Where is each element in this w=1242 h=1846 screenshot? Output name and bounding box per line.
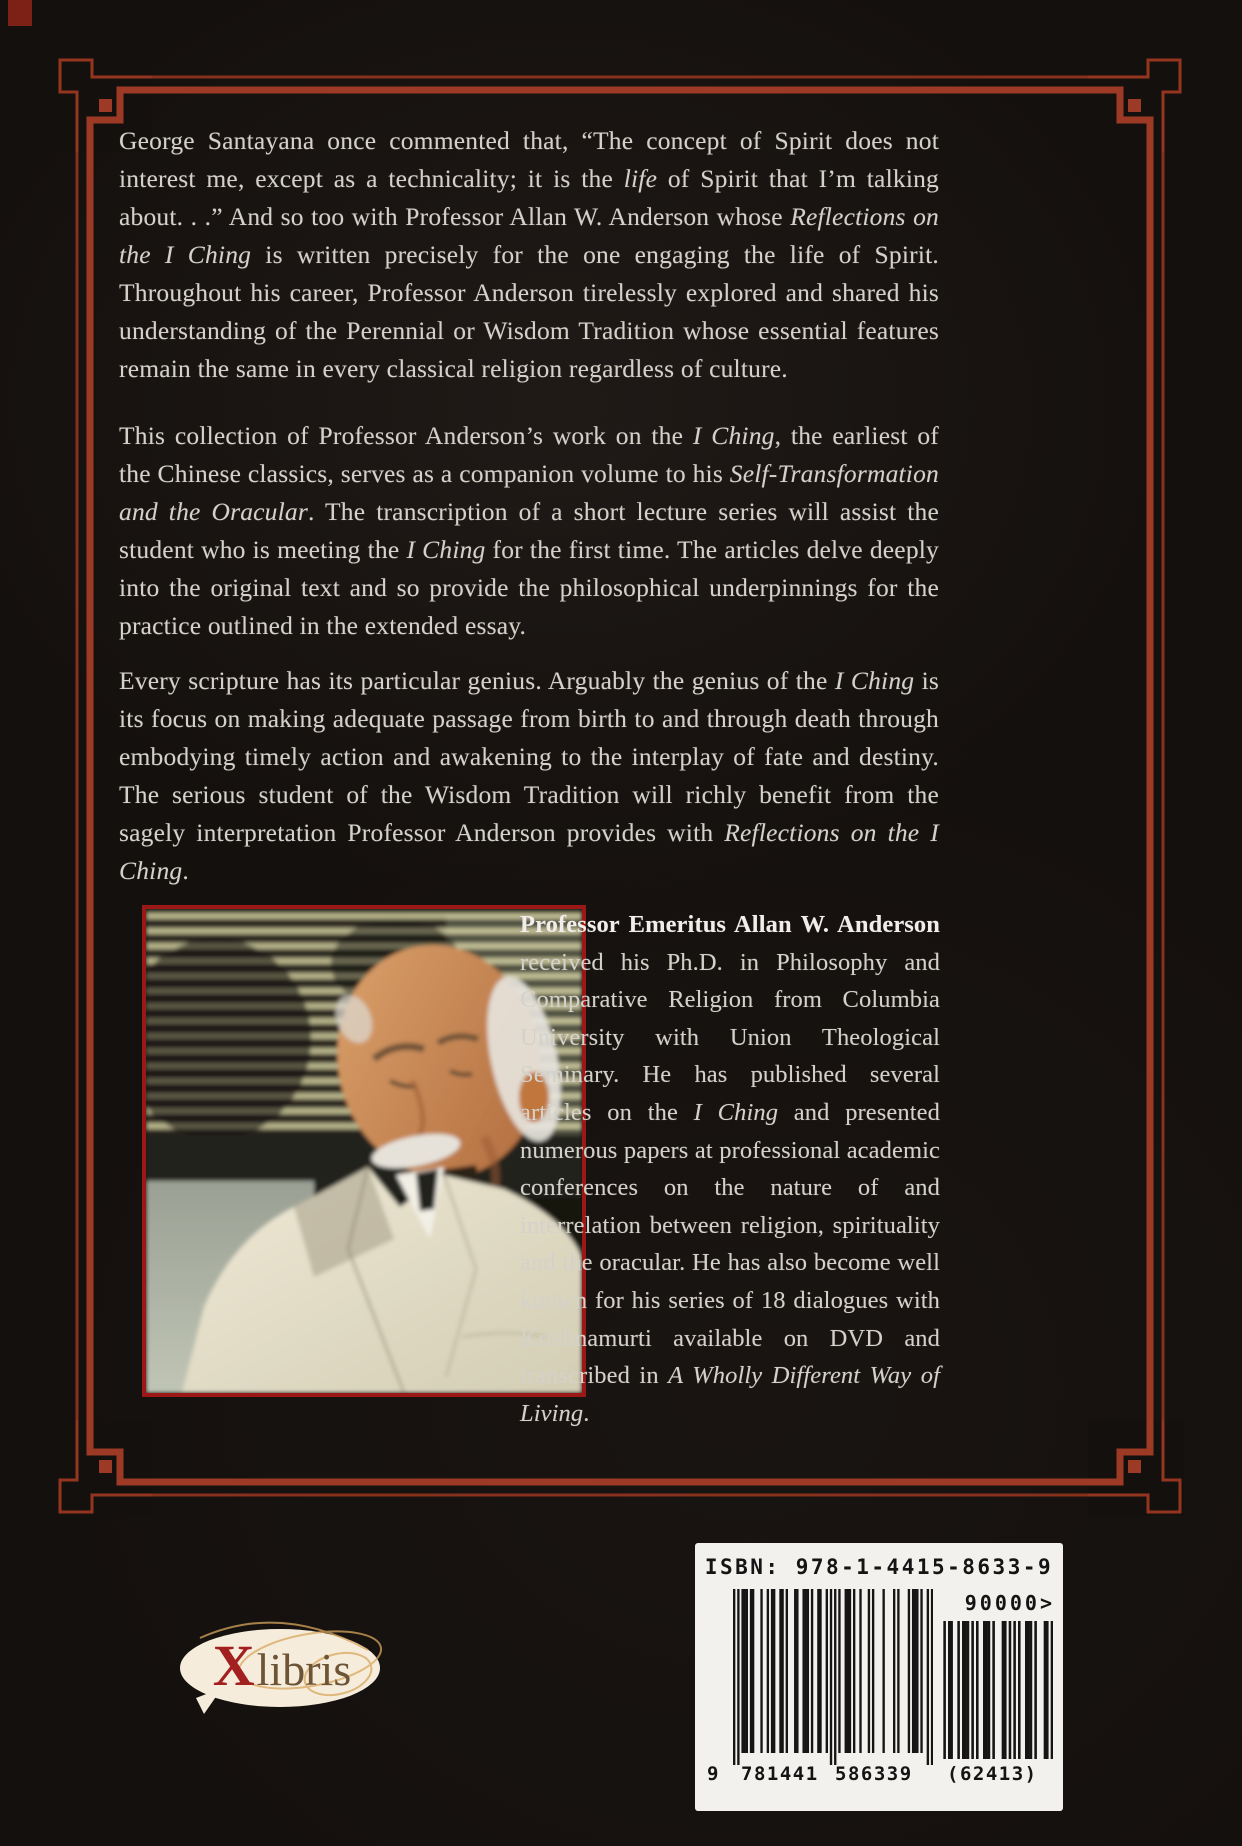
- xlibris-logo-graphic: [160, 1618, 400, 1728]
- blurb-paragraph-2: This collection of Professor Anderson’s work on the I Ching, the earliest of the Chinese classics, serves as a companion volume to his Self-Transformation and the Oracular. The transcription of a short lecture series will assist the student who is meeting the I Ching for the first time. The articles delve deeply into the original text and so provide the philosophical underpinnings for the practice outlined in the extended essay.: [119, 421, 940, 640]
- author-portrait-illustration: [146, 909, 582, 1393]
- barcode-digit-group: 586339: [835, 1763, 913, 1785]
- ean5-addon-barcode: [941, 1621, 1053, 1759]
- publisher-name-initial: X: [212, 1633, 255, 1698]
- blurb-paragraph-3: Every scripture has its particular genius. Arguably the genius of the I Ching is its focus on making adequate passage from birth to and through death through embodying timely action and awakening to the interplay of fate and destiny. The serious student of the Wisdom Tradition will richly benefit from the sagely interpretation Professor Anderson provides with Reflections on the I Ching.: [119, 666, 939, 885]
- price-code-label: 90000>: [964, 1591, 1055, 1615]
- barcode-digit-group: 9: [707, 1763, 720, 1785]
- barcode-digit-group: 781441: [741, 1763, 819, 1785]
- publisher-logo: [160, 1618, 400, 1728]
- author-bio: Professor Emeritus Allan W. Anderson received his Ph.D. in Philosophy and Comparative Religion from Columbia University with Union Theological Seminary. He has published several articles on the I Ching and presented numerous papers at professional academic conferences on the nature of and interrelation between religion, spirituality and the oracular. He has also become well known for his series of 18 dialogues with Krishnamurti available on DVD and transcribed in A Wholly Different Way of Living.: [520, 911, 940, 1427]
- blurb-paragraph-1: George Santayana once commented that, “The concept of Spirit does not interest me, except as a technicality; it is the life of Spirit that I’m talking about. . .” And so too with Professor Allan W. Anderson whose Reflections on the I Ching is written precisely for the one engaging the life of Spirit. Throughout his career, Professor Anderson tirelessly explored and shared his understanding of the Perennial or Wisdom Tradition whose essential features remain the same in every classical religion regardless of culture.: [119, 126, 939, 383]
- ean13-barcode: [733, 1589, 933, 1765]
- publisher-name-rest: libris: [256, 1644, 352, 1695]
- isbn-label: ISBN: 978-1-4415-8633-9: [704, 1555, 1054, 1579]
- isbn-barcode-box: [695, 1543, 1063, 1811]
- barcode-digit-group: (62413): [947, 1763, 1038, 1785]
